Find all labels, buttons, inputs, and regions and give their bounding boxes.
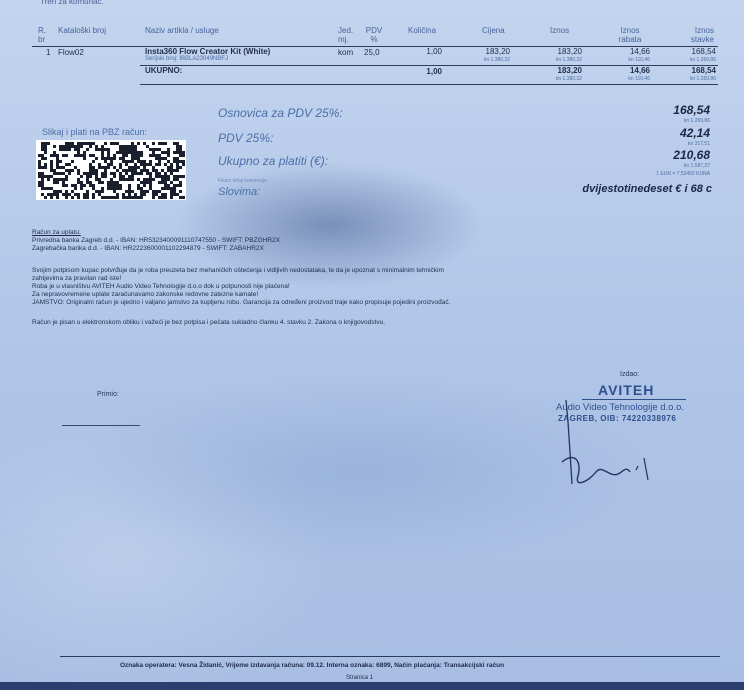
primio-label: Primio: [97, 391, 119, 398]
col-header-iznos-stavke: Iznos stavke [690, 26, 714, 44]
row-kolicina: 1,00 [426, 47, 442, 56]
summary-osnovica-value: 168,54 [673, 103, 710, 117]
row-naziv: Insta360 Flow Creator Kit (White) [145, 47, 271, 56]
summary-fiksni-tecaj: Fiksni tečaj konverzije [218, 178, 267, 184]
note-line: zahtjevima za pravilan rad iste! [32, 275, 122, 282]
footer-operator-info: Oznaka operatera: Vesna Židanić, Vrijeme izdavanja računa: 09.12. Interna oznaka: 6899, Način plaćanja: Transakcijski račun [120, 662, 505, 669]
total-rabat-kn: kn 110,46 [628, 76, 650, 82]
summary-pdv-value: 42,14 [679, 126, 710, 140]
note-line: JAMSTVO: Originalni račun je ujedno i valjano jamstvo za kupljenu robu. Garancija za određeni proizvod traje kako propisuje pojedini proizvođač. [32, 299, 451, 306]
bank-line-zaba: Zagrebačka banka d.d. - IBAN: HR2223600001102294879 - SWIFT: ZABAHR2X [32, 245, 264, 252]
row-stavka-kn: kn 1.269,86 [689, 57, 716, 63]
col-header-iznos: Iznos [550, 26, 570, 35]
note-line: Za nepravovremene uplate zaračunavamo zakonske redovne zatezne kamate! [32, 291, 259, 298]
row-serijski: Serijski broj: IBBLA23049NBFJ [145, 56, 229, 62]
row-iznos: 183,20 [557, 47, 582, 56]
col-header-iznos-rabata: Iznos rabata [618, 26, 642, 44]
row-cijena-kn: kn 1.380,32 [483, 57, 510, 63]
summary-pdv-label: PDV 25%: [218, 131, 274, 145]
bank-line-pbz: Privredna banka Zagreb d.d. - IBAN: HR5323400091110747550 - SWIFT: PBZGHR2X [32, 237, 280, 244]
page-number: Stranica 1 [346, 675, 374, 681]
stamp-line2: ZAGREB, OIB: 74220338976 [558, 414, 677, 423]
summary-tecaj: 1 EUR = 7,53450 KUNA [656, 171, 710, 177]
qr-label: Slikaj i plati na PBZ račun: [42, 127, 148, 137]
row-stavka: 168,54 [691, 47, 716, 56]
total-stavka: 168,54 [691, 66, 716, 75]
izdao-label: Izdao: [620, 371, 640, 378]
col-header-jed: Jed. mj. [338, 26, 354, 44]
row-cijena: 183,20 [485, 47, 510, 56]
row-rabat: 14,66 [629, 47, 650, 56]
stamp-line1: Audio Video Tehnologije d.o.o. [556, 402, 685, 413]
summary-ukupno-value: 210,68 [673, 148, 710, 162]
footer-rule [60, 656, 720, 657]
col-header-kataloski: Kataloški broj [58, 26, 107, 35]
summary-osnovica-label: Osnovica za PDV 25%: [218, 106, 343, 120]
total-rabat: 14,66 [629, 66, 650, 75]
legal-note: Račun je pisan u elektronskom obliku i važeći je bez potpisa i pečata sukladno članku 4. stavku 2. Zakona o knjigovodstvu. [32, 319, 386, 326]
note-line: Roba je u vlasništvu AVITEH Audio Video Tehnologije d.o.o dok u potpunosti nije plaćena! [32, 283, 290, 290]
handwritten-signature-icon [552, 392, 692, 502]
summary-osnovica-kn: kn 1.269,86 [683, 118, 710, 124]
col-header-kolicina: Količina [408, 26, 437, 35]
scan-bottom-edge [0, 682, 744, 690]
barcode-pattern-icon [36, 140, 186, 200]
row-rabat-kn: kn 110,46 [628, 57, 650, 63]
total-label: UKUPNO: [145, 66, 183, 75]
stamp-company: AVITEH [598, 382, 655, 398]
header-partial-text: Tren za komunac. [40, 0, 104, 6]
total-iznos-kn: kn 1.380,32 [555, 76, 582, 82]
col-header-naziv: Naziv artikla / usluge [145, 26, 219, 35]
total-kolicina: 1,00 [426, 67, 442, 76]
row-pdv: 25,0 [364, 48, 380, 57]
col-header-rbr: R. br [38, 26, 46, 44]
bank-label: Račun za uplatu: [32, 229, 81, 236]
col-header-pdv: PDV % [365, 26, 383, 44]
summary-ukupno-label: Ukupno za platiti (€): [218, 154, 329, 168]
row-jed: kom [338, 48, 354, 57]
total-rule-bottom [140, 84, 718, 85]
primio-signature-line [62, 425, 140, 426]
row-iznos-kn: kn 1.380,32 [555, 57, 582, 63]
summary-ukupno-kn: kn 1.587,37 [683, 163, 710, 169]
summary-slovima-label: Slovima: [218, 186, 261, 198]
payment-barcode [36, 140, 186, 200]
col-header-cijena: Cijena [482, 26, 505, 35]
row-rbr: 1 [46, 48, 51, 57]
summary-pdv-kn: kn 317,51 [688, 141, 710, 147]
note-line: Svojim potpisom kupac potvrđuje da je roba preuzeta bez mehaničkih oštećenja i vidljivih nedostataka, te da je upoznat s minimalnim tehničkim [32, 267, 444, 274]
summary-slovima-value: dvijestotinedeset € i 68 c [582, 183, 712, 195]
total-iznos: 183,20 [557, 66, 582, 75]
row-kataloski: Flow02 [58, 48, 84, 57]
total-stavka-kn: kn 1.269,86 [689, 76, 716, 82]
